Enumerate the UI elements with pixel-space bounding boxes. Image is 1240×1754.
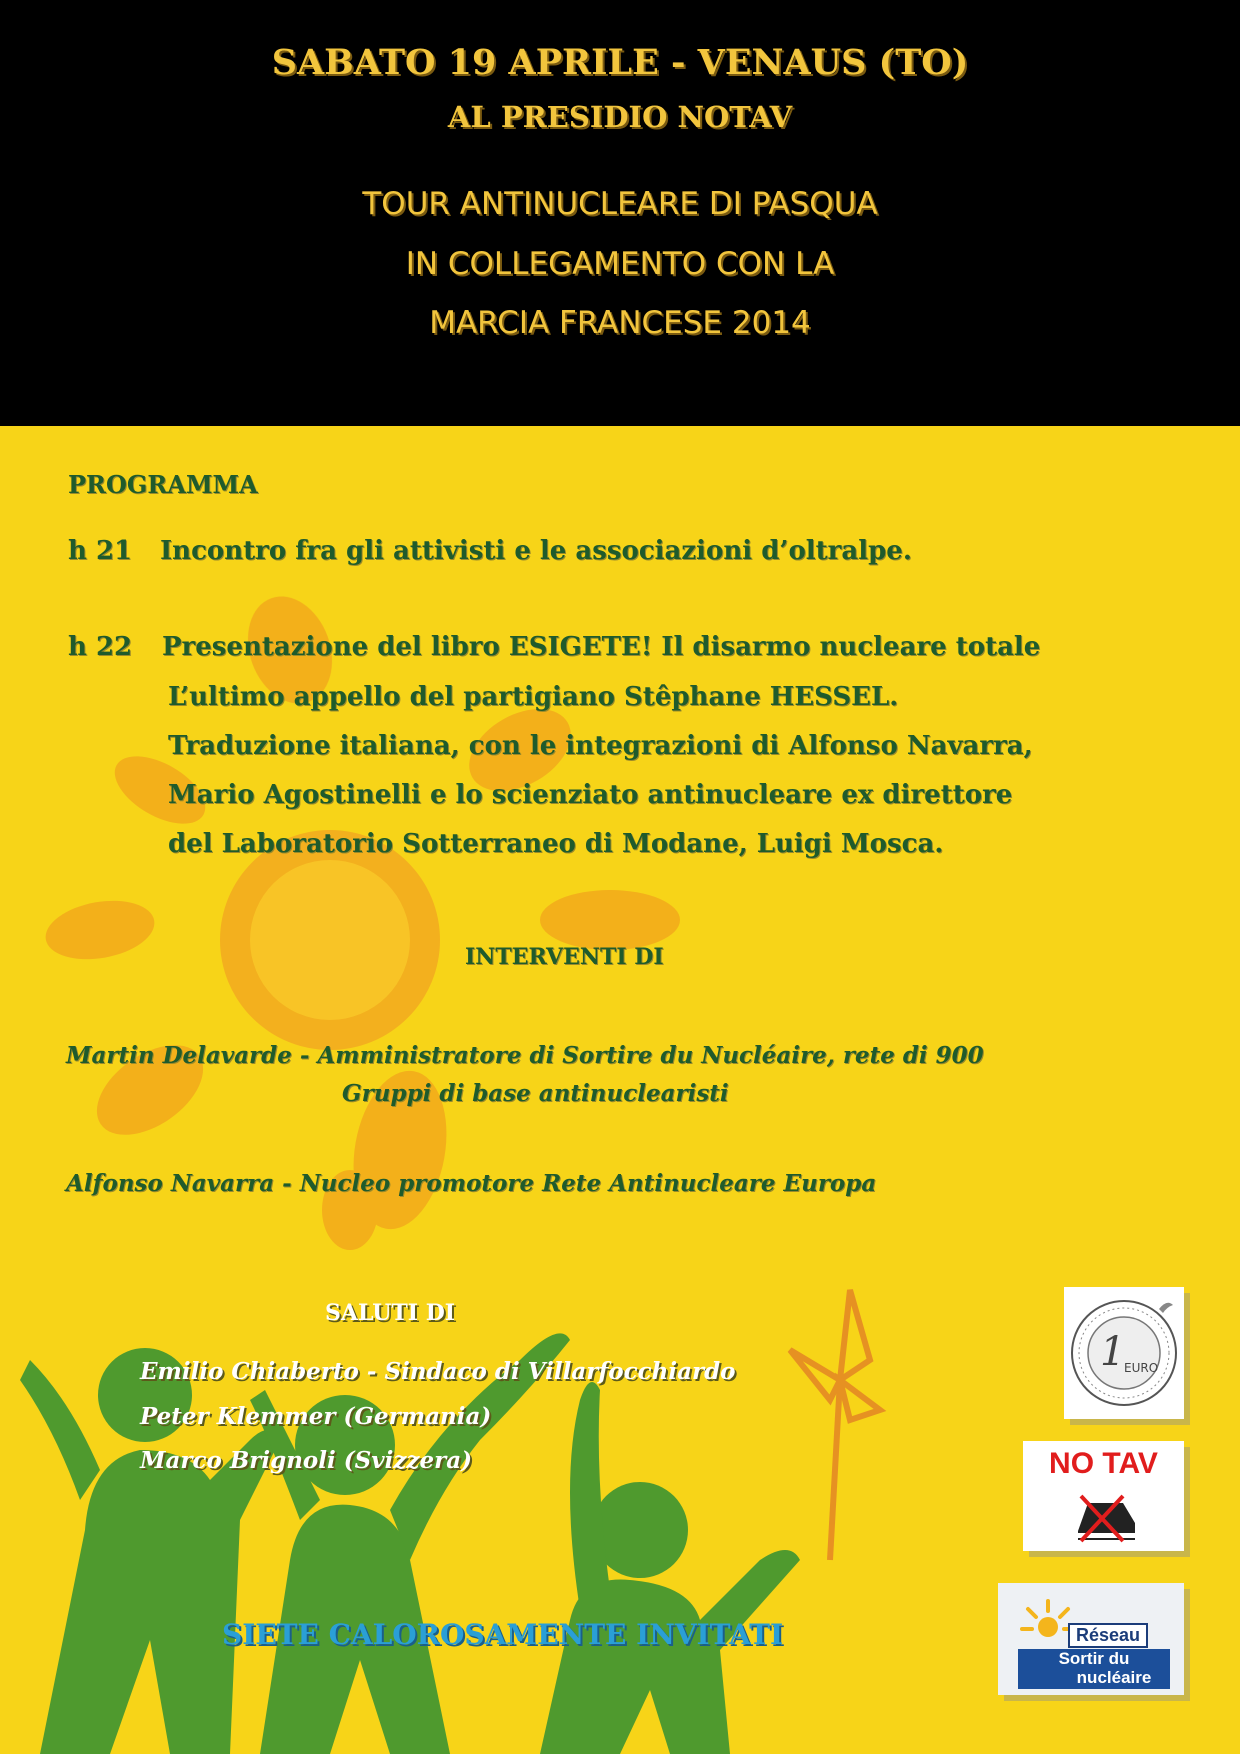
speaker-delavarde-cont: Gruppi di base antinuclearisti (342, 1080, 729, 1107)
event-venue: AL PRESIDIO NOTAV (447, 100, 793, 134)
coin-campaign-logo (1064, 1287, 1184, 1419)
invitation-text: SIETE CALOROSAMENTE INVITATI (222, 1618, 784, 1651)
reseau-label: Réseau (1068, 1623, 1148, 1648)
notav-logo (1023, 1441, 1184, 1551)
sortir-label (1018, 1649, 1170, 1689)
windmill-graphic (790, 1290, 880, 1560)
notav-text: NO TAV (1049, 1447, 1158, 1480)
program-item-22-line2: L’ultimo appello del partigiano Stêphane HESSEL. (168, 682, 899, 712)
sortir-line2: nucléaire (1076, 1668, 1152, 1687)
program-item-21: Incontro fra gli attivisti e le associazioni d’oltralpe. (160, 536, 912, 566)
sortir-line1: Sortir du (1058, 1649, 1130, 1668)
program-item-22-line1: Presentazione del libro ESIGETE! Il disarmo nucleare totale (162, 632, 1041, 662)
tour-title-line1: TOUR ANTINUCLEARE DI PASQUA (362, 186, 878, 222)
program-time-22: h 22 (68, 632, 133, 662)
reseau-sortir-logo (998, 1583, 1184, 1695)
program-time-21: h 21 (68, 536, 133, 566)
header-banner (0, 0, 1240, 426)
tour-title-line3: MARCIA FRANCESE 2014 (429, 305, 811, 341)
tour-title-line2: IN COLLEGAMENTO CON LA (405, 246, 835, 282)
program-item-22-line4: Mario Agostinelli e lo scienziato antinucleare ex direttore (168, 780, 1013, 810)
program-item-22-line3: Traduzione italiana, con le integrazioni di Alfonso Navarra, (168, 731, 1033, 761)
saluti-klemmer: Peter Klemmer (Germania) (140, 1403, 492, 1430)
interventi-heading: INTERVENTI DI (465, 944, 664, 970)
program-item-22-line5: del Laboratorio Sotterraneo di Modane, Luigi Mosca. (168, 829, 944, 859)
coin-label: EURO (1124, 1361, 1159, 1375)
coin-value: 1 (1100, 1329, 1126, 1375)
speaker-navarra: Alfonso Navarra - Nucleo promotore Rete Antinucleare Europa (66, 1170, 877, 1197)
saluti-chiaberto: Emilio Chiaberto - Sindaco di Villarfocchiardo (140, 1358, 736, 1385)
event-date-location: SABATO 19 APRILE - VENAUS (TO) (271, 42, 969, 83)
saluti-heading: SALUTI DI (325, 1300, 456, 1326)
saluti-brignoli: Marco Brignoli (Svizzera) (140, 1447, 473, 1474)
speaker-delavarde: Martin Delavarde - Amministratore di Sortire du Nucléaire, rete di 900 (66, 1042, 984, 1069)
crossed-train-icon (1023, 1441, 1184, 1551)
programma-heading: PROGRAMMA (68, 470, 258, 499)
people-figures (20, 1333, 800, 1754)
